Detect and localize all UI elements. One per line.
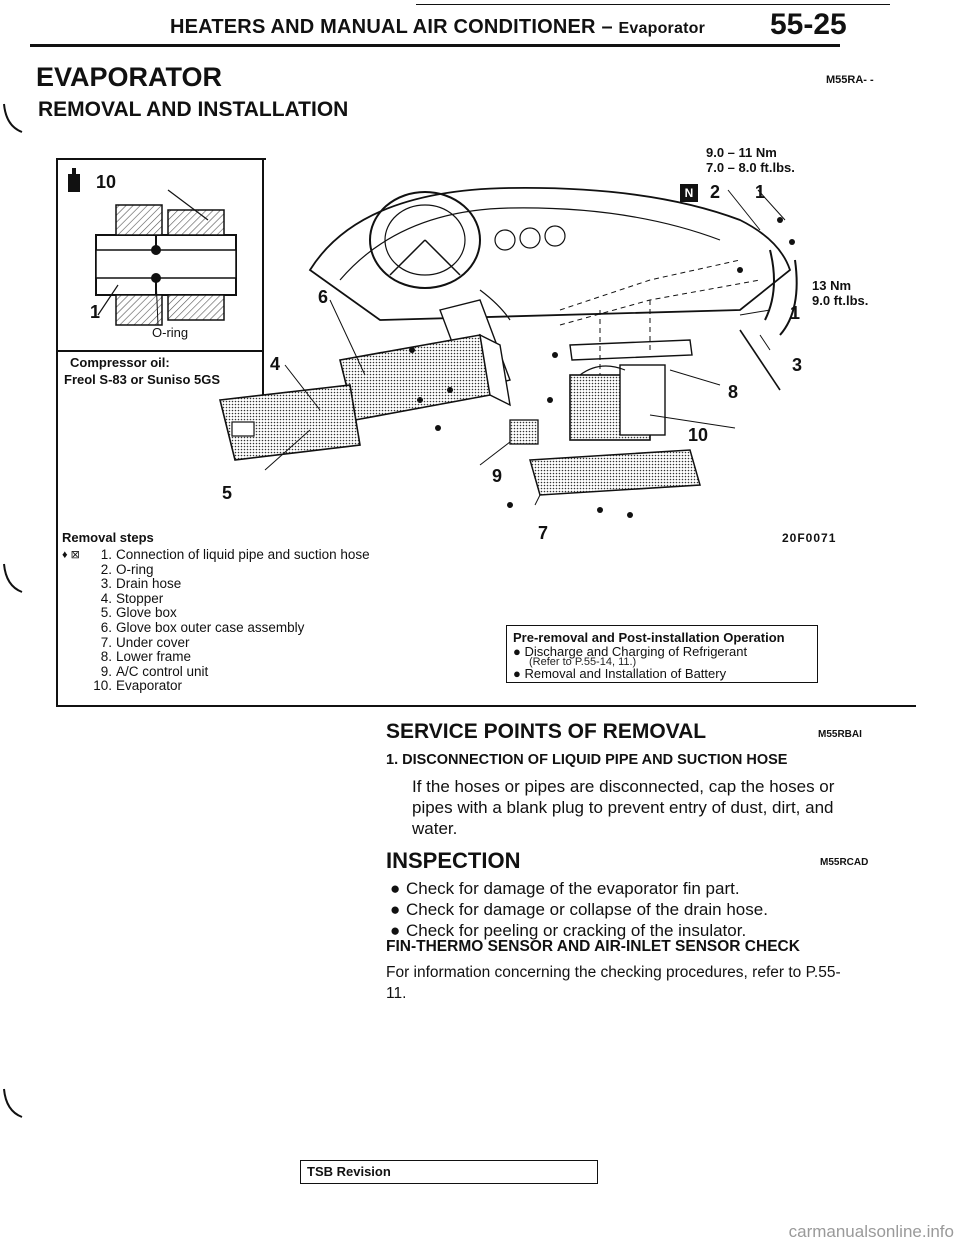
sensor-check-title: FIN-THERMO SENSOR AND AIR-INLET SENSOR CHECK [386,938,800,955]
inspection-title: INSPECTION [386,848,521,873]
list-item: ● Check for damage of the evaporator fin part. [390,879,740,898]
section-title: EVAPORATOR [36,62,223,92]
figure-callout: 5 [222,483,233,503]
page-number: 55-25 [770,8,847,41]
binding-mark [0,1085,30,1125]
removal-steps-list [62,548,370,694]
compressor-oil-label: Compressor oil: [70,355,170,370]
figure-callout: 1 [790,303,801,323]
binding-mark [0,560,30,600]
inset-callout: 10 [96,172,117,192]
pre-removal-operations-box [506,625,818,683]
list-item: ● Check for peeling or cracking of the insulator. [390,921,747,940]
figure-frame-bottom [56,705,916,707]
list-item: 7. Under cover [100,634,190,650]
tsb-revision-box: TSB Revision [300,1160,598,1184]
list-item: 6. Glove box outer case assembly [100,619,305,635]
figure-code: 20F0071 [782,531,837,545]
service-item-title: 1. DISCONNECTION OF LIQUID PIPE AND SUCTION HOSE [386,752,788,768]
reference-text: (Refer to P.55-14, 11.) [529,656,637,668]
torque-spec-top: 9.0 – 11 Nm 7.0 – 8.0 ft.lbs. [706,145,795,175]
inspection-code: M55RCAD [820,857,869,868]
watermark: carmanualsonline.info [788,1222,954,1241]
oring-label: O-ring [152,325,189,340]
figure-callout: 8 [728,382,739,402]
compressor-oil-value: Freol S-83 or Suniso 5GS [64,372,221,387]
torque-spec-right: 13 Nm 9.0 ft.lbs. [812,278,869,308]
list-item: 8. Lower frame [100,649,192,665]
section-code: M55RA- - [826,74,874,86]
binding-mark [0,100,30,140]
removal-steps-heading: Removal steps [62,530,154,545]
list-item: ● Check for damage or collapse of the drain hose. [390,900,768,919]
sensor-check-body: For information concerning the checking procedures, refer to P.55-11. [386,964,841,1002]
list-item: 4. Stopper [100,590,164,606]
list-item: 3. Drain hose [100,576,182,592]
service-points-code: M55RBAI [818,729,862,740]
figure-callout: 2 [710,182,721,202]
list-item: ● Removal and Installation of Battery [513,666,727,681]
service-points-title: SERVICE POINTS OF REMOVAL [386,720,707,743]
header-title: HEATERS AND MANUAL AIR CONDITIONER – Evaporator [170,16,706,38]
new-part-icon: N [680,184,698,202]
header-rule-top [416,4,890,5]
header-rule [30,44,840,47]
list-item: ♦ ⊠ 1. Connection of liquid pipe and suction hose [62,547,370,562]
list-item: ● Discharge and Charging of Refrigerant [513,644,748,659]
service-item-body: If the hoses or pipes are disconnected, cap the hoses or pipes with a blank plug to prevent entry of dust, dirt, and water. [412,777,835,838]
list-item: 5. Glove box [100,605,177,621]
figure-callout: 6 [318,287,329,307]
figure-callout: 7 [538,523,549,543]
figure-callout: 10 [688,425,709,445]
dashboard-exploded-view [180,160,860,530]
section-subtitle: REMOVAL AND INSTALLATION [38,98,349,121]
figure-callout: 1 [755,182,766,202]
pre-removal-heading: Pre-removal and Post-installation Operation [513,630,785,645]
figure-callout: 4 [270,354,281,374]
inset-callout: 1 [90,302,101,322]
list-item: 9. A/C control unit [100,663,209,679]
list-item: 10. Evaporator [93,678,183,694]
figure-callout: 3 [792,355,803,375]
figure-callout: 9 [492,466,503,486]
list-item: 2. O-ring [100,561,154,577]
inspection-list [390,878,768,941]
oil-can-icon [68,168,80,192]
